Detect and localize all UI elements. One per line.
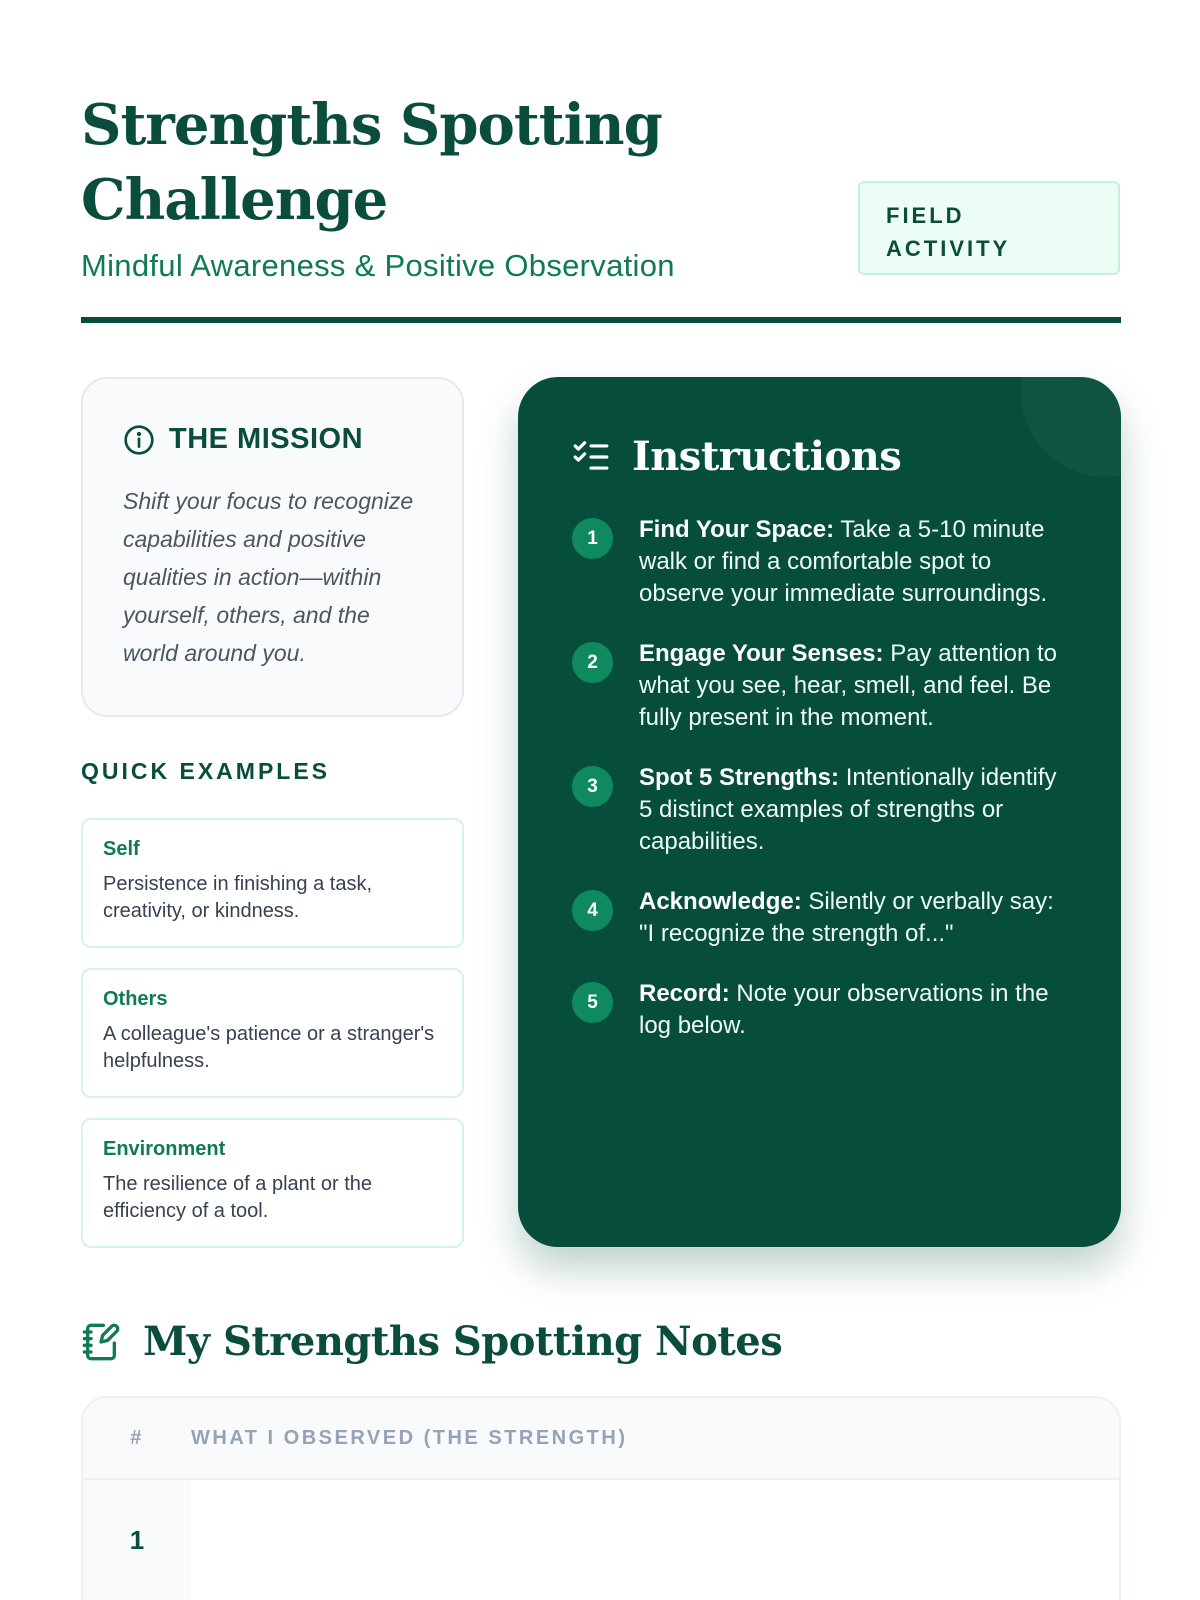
mission-heading: THE MISSION: [169, 423, 364, 455]
instruction-steps: [572, 514, 1067, 1042]
step-label: Engage Your Senses:: [639, 640, 884, 667]
activity-badge: FIELD ACTIVITY: [858, 181, 1120, 275]
checklist-icon: [572, 438, 610, 476]
step-text: [639, 762, 1067, 858]
example-text: Persistence in finishing a task, creativity, or kindness.: [103, 873, 373, 922]
instruction-step: [572, 762, 1067, 858]
notebook-edit-icon: [81, 1322, 121, 1362]
quick-examples-heading: QUICK EXAMPLES: [81, 758, 331, 784]
example-text: The resilience of a plant or the efficiency of a tool.: [103, 1173, 373, 1222]
example-card-others: [81, 968, 464, 1098]
table-header: [83, 1398, 1119, 1480]
step-number: 4: [572, 890, 613, 931]
observation-cell[interactable]: [191, 1480, 1119, 1600]
step-text: [639, 514, 1067, 610]
mission-text: Shift your focus to recognize capabilities and positive qualities in action—within yourself, others, and the world around you.: [123, 488, 414, 666]
column-header-observed: WHAT I OBSERVED (THE STRENGTH): [191, 1426, 628, 1449]
example-card-environment: [81, 1118, 464, 1248]
step-number: 2: [572, 642, 613, 683]
notes-heading: My Strengths Spotting Notes: [143, 1318, 783, 1365]
step-label: Acknowledge:: [639, 888, 802, 915]
step-label: Spot 5 Strengths:: [639, 764, 840, 791]
example-title: Environment: [103, 1138, 226, 1160]
instruction-step: [572, 514, 1067, 610]
row-number: 1: [83, 1480, 191, 1600]
step-description: Silently or verbally say: "I recognize the strength of...": [639, 888, 1054, 947]
example-text: A colleague's patience or a stranger's helpfulness.: [103, 1023, 435, 1072]
step-description: Note your observations in the log below.: [639, 980, 1049, 1039]
instruction-step: [572, 886, 1067, 950]
instruction-step: [572, 638, 1067, 734]
step-description: Take a 5-10 minute walk or find a comfortable spot to observe your immediate surroundings.: [639, 516, 1048, 607]
step-number: 5: [572, 982, 613, 1023]
mission-header: [123, 423, 422, 456]
step-number: 3: [572, 766, 613, 807]
step-text: [639, 978, 1067, 1042]
info-circle-icon: [123, 424, 155, 456]
step-description: Pay attention to what you see, hear, smell, and feel. Be fully present in the moment.: [639, 640, 1057, 731]
step-text: [639, 886, 1067, 950]
step-label: Find Your Space:: [639, 516, 835, 543]
header-divider: [81, 317, 1121, 323]
instructions-panel: [518, 377, 1121, 1247]
step-label: Record:: [639, 980, 730, 1007]
instructions-heading: Instructions: [632, 433, 902, 480]
example-card-self: [81, 818, 464, 948]
example-title: Self: [103, 838, 140, 860]
page-subtitle: Mindful Awareness & Positive Observation: [81, 248, 675, 283]
example-title: Others: [103, 988, 168, 1010]
step-text: [639, 638, 1067, 734]
step-number: 1: [572, 518, 613, 559]
page-header: [81, 88, 1121, 328]
page-title: Strengths Spotting Challenge: [81, 92, 662, 233]
table-row: [83, 1480, 1119, 1600]
instruction-step: [572, 978, 1067, 1042]
mission-card: [81, 377, 464, 717]
notes-header: [81, 1318, 782, 1365]
step-description: Intentionally identify 5 distinct examples of strengths or capabilities.: [639, 764, 1057, 855]
instructions-header: [572, 433, 1067, 480]
notes-table: [81, 1396, 1121, 1600]
column-header-number: #: [130, 1426, 144, 1449]
